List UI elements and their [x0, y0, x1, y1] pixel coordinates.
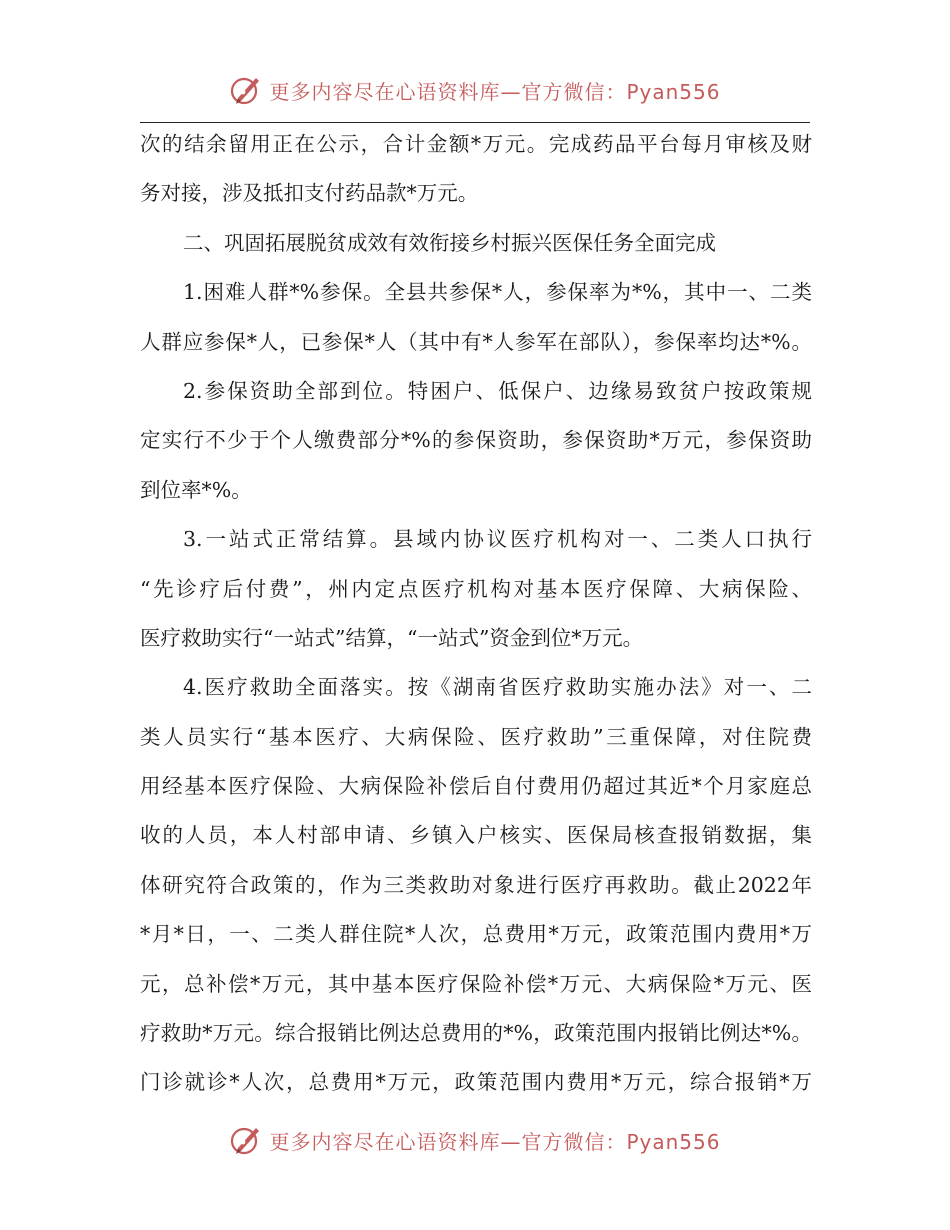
body-line: 疗救助*万元。综合报销比例达总费用的*%，政策范围内报销比例达*%。	[140, 1021, 812, 1046]
pen-logo-icon	[229, 1123, 263, 1157]
body-line: 收的人员，本人村部申请、乡镇入户核实、医保局核查报销数据，集	[140, 823, 812, 848]
body-line: 门诊就诊*人次，总费用*万元，政策范围内费用*万元，综合报销*万	[140, 1070, 812, 1095]
footer-watermark	[0, 1120, 950, 1160]
body-line: *月*日，一、二类人群住院*人次，总费用*万元，政策范围内费用*万	[140, 922, 812, 947]
body-line: 4.医疗救助全面落实。按《湖南省医疗救助实施办法》对一、二	[183, 675, 812, 700]
header-watermark-text: 更多内容尽在心语资料库—官方微信：Pyan556	[269, 79, 721, 104]
body-line: 人群应参保*人，已参保*人（其中有*人参军在部队），参保率均达*%。	[140, 329, 812, 354]
body-line: 到位率*%。	[140, 477, 252, 502]
body-line: 1.困难人群*%参保。全县共参保*人，参保率为*%，其中一、二类	[183, 280, 812, 305]
body-line: 元，总补偿*万元，其中基本医疗保险补偿*万元、大病保险*万元、医	[140, 971, 812, 996]
document-body	[140, 120, 812, 1108]
pen-logo-icon	[229, 73, 263, 107]
body-line: 2.参保资助全部到位。特困户、低保户、边缘易致贫户按政策规	[183, 378, 812, 403]
body-line: 类人员实行“基本医疗、大病保险、医疗救助”三重保障，对住院费	[140, 724, 812, 749]
section-heading: 二、巩固拓展脱贫成效有效衔接乡村振兴医保任务全面完成	[183, 230, 716, 255]
body-line: 用经基本医疗保险、大病保险补偿后自付费用仍超过其近*个月家庭总	[140, 774, 812, 799]
body-line: 务对接，涉及抵扣支付药品款*万元。	[140, 181, 479, 206]
footer-watermark-text: 更多内容尽在心语资料库—官方微信：Pyan556	[269, 1129, 721, 1154]
body-line: 定实行不少于个人缴费部分*%的参保资助，参保资助*万元，参保资助	[140, 428, 812, 453]
body-line: 次的结余留用正在公示，合计金额*万元。完成药品平台每月审核及财	[140, 132, 812, 156]
body-line: 医疗救助实行“一站式”结算，“一站式”资金到位*万元。	[140, 625, 644, 650]
body-line: “先诊疗后付费”，州内定点医疗机构对基本医疗保障、大病保险、	[140, 576, 812, 601]
body-line: 体研究符合政策的，作为三类救助对象进行医疗再救助。截止2022年	[140, 872, 812, 897]
body-line: 3.一站式正常结算。县域内协议医疗机构对一、二类人口执行	[183, 527, 812, 552]
header-watermark	[0, 70, 950, 110]
